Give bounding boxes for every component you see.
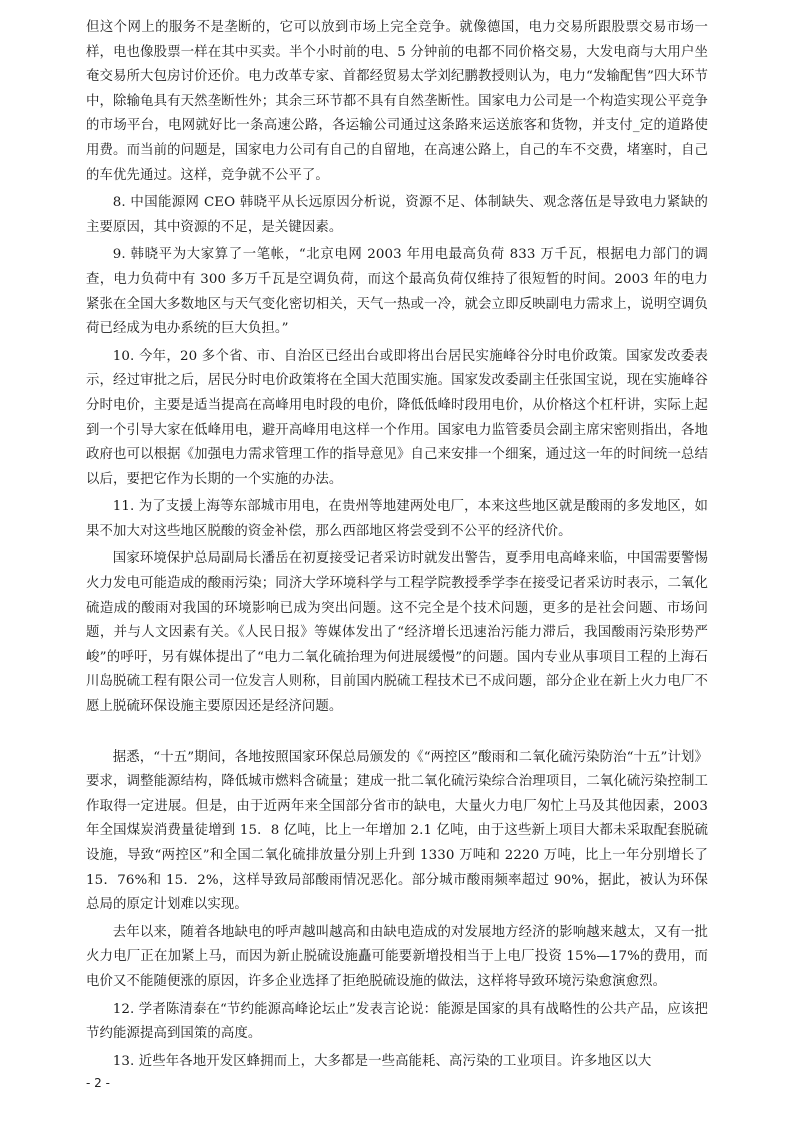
paragraph-item-9: 9. 韩晓平为大家算了一笔帐，“北京电网 2003 年用电最高负荷 833 万千瓦，根据电力部门的调查，电力负荷中有 300 多万千瓦是空调负荷，而这个最高负荷仅维持了很短暂的时间。2003 年的电力紧张在全国大多数地区与天气变化密切相关，天气一热或一冷，就会立即反映副电力需求上，说明空调负荷已经成为电办系统的巨大负担。”	[86, 247, 708, 337]
paragraph-environment-warning: 国家环境保护总局副局长潘岳在初夏接受记者采访时就发出警告，夏季用电高峰来临，中国需要警惕火力发电可能造成的酸雨污染；同济大学环境科学与工程学院教授季学李在接受记者采访时表示，二氧化硫造成的酸雨对我国的环境影响已成为突出问题。这不完全是个技术问题，更多的是社会问题、市场问题，并与人文因素有关。《人民日报》等媒体发出了“经济增长迅速治污能力滞后，我国酸雨污染形势严峻”的呼吁，另有媒体提出了“电力二氧化硫抬理为何进展缓慢”的问题。国内专业从事项目工程的上海石川岛脱硫工程有限公司一位发言人则称，目前国内脱硫工程技术已不成问题，部分企业在新上火力电厂不愿上脱硫环保设施主要原因还是经济问题。	[86, 551, 708, 715]
page-number: - 2 -	[86, 1076, 110, 1090]
paragraph-item-12: 12. 学者陈清泰在“节约能源高峰论坛止”发表言论说：能源是国家的具有战略性的公共产品，应该把节约能源提高到国策的高度。	[86, 1001, 708, 1042]
paragraph-item-10: 10. 今年，20 多个省、市、自治区已经出台或即将出台居民实施峰谷分时电价政策。国家发改委表示，经过审批之后，居民分时电价政策将在全国大范围实施。国家发改委副主任张国宝说，现在实施峰谷分时电价，主要是适当提高在高峰用电时段的电价，降低低峰时段用电价，从价格这个杠杆讲，实际上起到一个引导大家在低峰用电，避开高峰用电这样一个作用。国家电力监管委员会副主席宋密则指出，各地政府也可以根据《加强电力需求管理工作的指导意见》自己来安排一个细案，通过这一年的时间统一总结以后，要把它作为长期的一个实施的办法。	[86, 348, 708, 487]
paragraph-tenth-five-year-plan: 据悉，“十五”期间，各地按照国家环保总局颁发的《“两控区”酸雨和二氧化硫污染防治“十五”计划》要求，调整能源结构，降低城市燃料含硫量；建成一批二氧化硫污染综合治理项目，二氧化硫污染控制工作取得一定进展。但是，由于近两年来全国部分省市的缺电，大量火力电厂匆忙上马及其他因素，2003 年全国煤炭消费量徒增到 15．8 亿吨，比上一年增加 2.1 亿吨，由于这些新上项目大都未采取配套脱硫设施，导致“两控区”和全国二氧化硫排放量分别上升到 1330 万吨和 2220 万吨，比上一年分别增长了 15．76%和 15．2%，这样导致局部酸雨情况恶化。部分城市酸雨频率超过 90%，据此，被认为环保总局的原定计划难以实现。	[86, 749, 708, 913]
paragraph-desulfurization: 去年以来，随着各地缺电的呼声越叫越高和由缺电造成的对发展地方经济的影响越来越太，又有一批火力电厂正在加紧上马，而因为新止脱硫设施矗可能要新增投相当于上电厂投资 15%—17%的费用，而电价又不能随便涨的原因，许多企业选择了拒绝脱硫设施的做法，这样将导致环境污染愈演愈烈。	[86, 924, 708, 989]
paragraph-continuation: 但这个网上的服务不是垄断的，它可以放到市场上完全竞争。就像德国，电力交易所跟股票交易市场一样，电也像股票一样在其中买卖。半个小时前的电、5 分钟前的电都不同价格交易，大发电商与大用户坐奄交易所大包房讨价还价。电力改革专家、首都经贸易太学刘纪鹏教授则认为，电力“发输配售”四大环节中，除输龟具有天然垄断性外；其余三环节都不具有自然垄断性。国家电力公司是一个构造实现公平竞争的市场平台，电网就好比一条高速公路，各运输公司通过这条路来运送旅客和货物，并支付_定的道路使用费。而当前的问题是，国家电力公司有自己的自留地，在高速公路上，自己的车不交费，堵塞时，自己的车优先通过。这样，竞争就不公平了。	[86, 20, 708, 183]
paragraph-item-11: 11. 为了支援上海等东部城市用电，在贵州等地建两处电厂，本来这些地区就是酸雨的多发地区，如果不加大对这些地区脱酸的资金补偿，那么西部地区将尝受到不公平的经济代价。	[86, 499, 708, 539]
paragraph-item-8: 8. 中国能源网 CEO 韩晓平从长远原因分析说，资源不足、体制缺失、观念落伍是导致电力紧缺的主要原因，其中资源的不足，是关键因素。	[86, 195, 708, 235]
paragraph-item-13: 13. 近些年各地开发区蜂拥而上，大多都是一些高能耗、高污染的工业项目。许多地区以大	[112, 1053, 652, 1069]
document-body	[86, 16, 708, 1074]
